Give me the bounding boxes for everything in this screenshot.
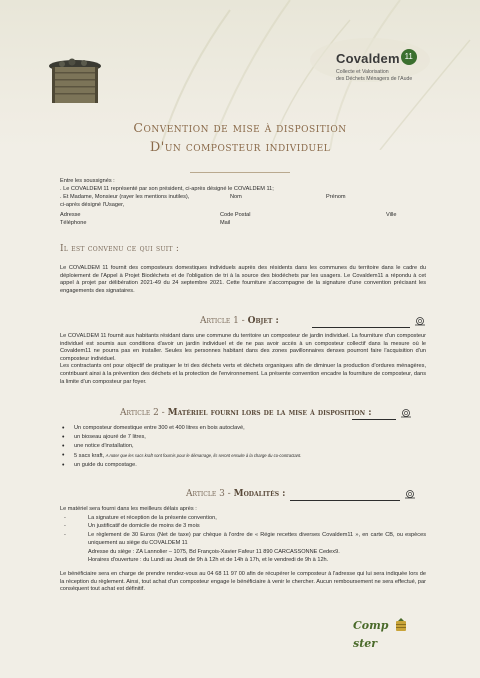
article2-rule xyxy=(352,419,396,420)
party-user: . Et Madame, Monsieur (rayer les mentions inutiles), xyxy=(60,194,190,200)
material-item-kraft: 5 sacs kraft, xyxy=(74,453,105,459)
article2-heading xyxy=(120,408,372,418)
material-item: • une notice d'installation, xyxy=(74,442,301,451)
snail-icon xyxy=(400,408,412,418)
article2-material-list xyxy=(74,424,301,470)
material-item: • un bioseau ajouré de 7 litres, xyxy=(74,433,301,442)
party-user-designation: ci-après désigné l'Usager, xyxy=(60,202,125,208)
field-label-code-postal: Code Postal xyxy=(220,212,251,218)
agreed-paragraph xyxy=(60,265,426,295)
article3-rule xyxy=(290,500,400,501)
article1-body xyxy=(60,333,426,386)
logo-subtitle-1: Collecte et Valorisation xyxy=(336,69,389,75)
footer-logo-left: Comp xyxy=(353,619,389,632)
agreed-heading: Il est convenu ce qui suit : xyxy=(60,244,180,254)
article3-closing xyxy=(60,571,426,594)
composter-footer-logo xyxy=(353,616,433,650)
footer-logo-right: ster xyxy=(353,637,378,650)
snail-icon xyxy=(414,316,426,326)
article3-title: Modalités : xyxy=(233,489,286,499)
article1-label: Article 1 - xyxy=(200,316,245,326)
logo-badge: 11 xyxy=(401,49,417,65)
document-title-line-2: D'un composteur individuel xyxy=(149,140,331,155)
material-item: • un guide du compostage. xyxy=(74,461,301,470)
logo-subtitle-2: des Déchets Ménagers de l'Aude xyxy=(336,76,413,82)
compost-bin-icon xyxy=(394,618,408,632)
condition-item: - Le règlement de 30 Euros (Net de taxe) par chèque à l'ordre de « Régie recettes diverses Covaldem11 », en carte CB, ou espèces uniquement au siège du COVALDEM 11 xyxy=(88,531,426,548)
covaldem-logo xyxy=(336,50,448,90)
article3-intro: Le matériel sera fourni dans les meilleurs délais après : xyxy=(60,506,197,512)
article1-paragraph-2: Les contractants ont pour objectif de pratiquer le tri des déchets verts et déchets organiques afin de diminuer la production d'ordures ménagères, contribuant ainsi à la prévention des déchets et la protection de l'environnement. La présente convention encadre la fourniture de composteur, dans la limite d'un composteur par foyer. xyxy=(60,363,426,385)
field-label-mail: Mail xyxy=(220,220,231,226)
condition-item: - La signature et réception de la présente convention, xyxy=(88,514,426,522)
parties-intro: Entre les soussignés : xyxy=(60,178,115,184)
document-title-line-1: Convention de mise à disposition xyxy=(133,120,347,135)
article3-heading xyxy=(186,489,286,499)
condition-item: - Un justificatif de domicile de moins de 3 mois xyxy=(88,522,426,530)
field-label-telephone: Téléphone xyxy=(60,220,87,226)
field-label-adresse: Adresse xyxy=(60,212,81,218)
party-covaldem: . Le COVALDEM 11 représenté par son président, ci-après désigné le COVALDEM 11; xyxy=(60,186,274,192)
article3-conditions-list xyxy=(88,514,426,564)
article1-paragraph-1: Le COVALDEM 11 fournit aux habitants résidant dans une commune du territoire un composteur de jardin individuel. La fourniture d'un composteur individuel est soumis aux conditions d'avoir un jardin individuel et de ne pas avoir accès à un composteur collectif dans la mesure où le Covaldem11 ne pourra pas en installer. Seules les personnes habitant dans des zones pavillonnaires denses pourront faire l'acquisition d'un composteur individuel. xyxy=(60,333,426,362)
title-underline xyxy=(190,172,290,173)
material-item xyxy=(74,451,301,461)
composter-image xyxy=(44,56,106,106)
snail-icon xyxy=(404,489,416,499)
article1-title: Objet : xyxy=(247,316,279,326)
material-item: • Un composteur domestique entre 300 et 400 litres en bois autoclavé, xyxy=(74,424,301,433)
article2-title: Matériel fourni lors de la mise à disposition : xyxy=(167,408,372,418)
kraft-note: A noter que les sacs kraft sont fournis pour le démarrage, ils seront ensuite à la charge du co-contractant. xyxy=(105,453,302,458)
logo-name: Covaldem xyxy=(336,51,400,66)
article1-rule xyxy=(312,327,410,328)
article2-label: Article 2 - xyxy=(120,408,165,418)
article1-heading xyxy=(200,316,279,326)
field-label-ville: Ville xyxy=(386,212,397,218)
article3-closing-text: Le bénéficiaire sera en charge de prendre rendez-vous au 04 68 11 97 00 afin de récupérer le composteur à l'adresse qui lui sera indiquée lors de la réception du règlement. Ainsi, tout achat d'un composteur engage le bénéficiaire à venir le chercher. Aucun remboursement ne sera effectué, par conséquent tout achat est définitif. xyxy=(60,571,426,593)
seat-address: Adresse du siège : ZA Lannolier – 1075, Bd François-Xavier Fafeur 11 890 CARCASSONNE Cedex9. xyxy=(88,548,340,555)
article3-label: Article 3 - xyxy=(186,489,231,499)
agreed-text: Le COVALDEM 11 fournit des composteurs domestiques individuels auprès des résidents dans les communes du territoire dans le cadre du déploiement de l'Appel à Projet Biodéchets et de l'obligation de tri à la source des biodéchets par les usagers. Le Covaldem11 a répondu à cet appel à projet par délibération 2021-49 du 24 septembre 2021. Cette fourniture s'accompagne de la signature d'une convention précisant les engagements des signataires. xyxy=(60,265,426,294)
opening-hours: Horaires d'ouverture : du Lundi au Jeudi de 9h à 12h et de 14h à 17h, et le vendredi de 9h à 12h. xyxy=(88,557,329,564)
field-label-nom: Nom xyxy=(230,194,242,200)
field-label-prenom: Prénom xyxy=(326,194,346,200)
